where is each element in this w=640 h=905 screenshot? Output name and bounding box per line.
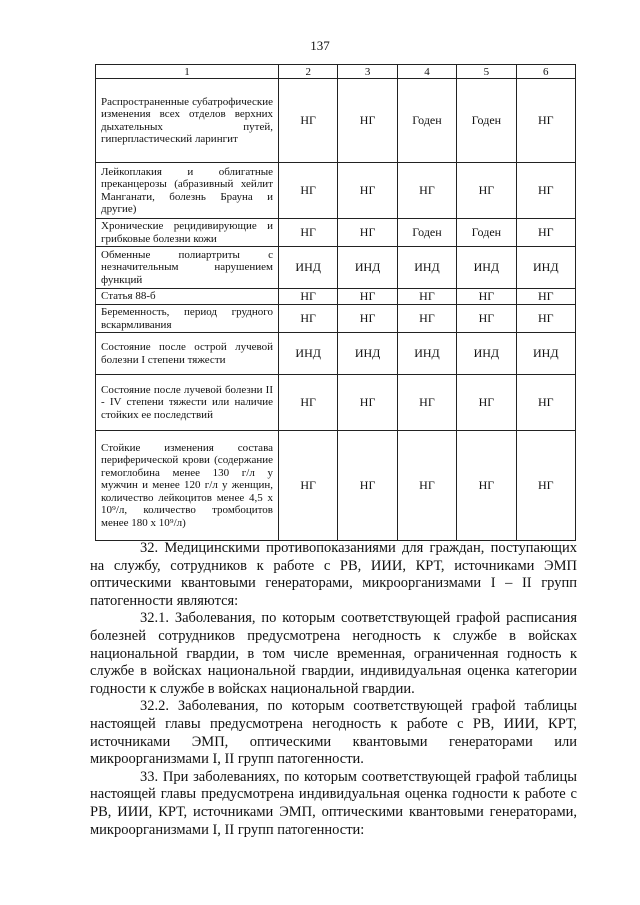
table-cell: НГ (397, 431, 456, 541)
table-cell: ИНД (338, 247, 397, 289)
table-cell: ИНД (279, 247, 338, 289)
condition-name: Статья 88-б (96, 289, 279, 305)
table-row (96, 333, 576, 375)
table-cell: НГ (457, 431, 516, 541)
table-cell: НГ (516, 431, 575, 541)
paragraph-32-2: 32.2. Заболевания, по которым соответствующей графой таблицы настоящей главы предусмотрена негодность к работе с РВ, ИИИ, КРТ, источниками ЭМП, оптическими квантовыми генераторами или микроорганизмами I, II групп патогенности. (90, 698, 577, 768)
column-header: 1 (96, 65, 279, 79)
table-cell: НГ (516, 289, 575, 305)
condition-name: Стойкие изменения состава периферической крови (содержание гемоглобина менее 130 г/л у мужчин и менее 120 г/л у женщин, количество лейкоцитов менее 4,5 х 10⁹/л, количество тромбоцитов менее 180 х 10⁹/л) (96, 431, 279, 541)
table-cell: ИНД (397, 333, 456, 375)
table-cell: ИНД (457, 247, 516, 289)
table-cell: НГ (397, 163, 456, 219)
table-cell: НГ (338, 305, 397, 333)
table-row (96, 375, 576, 431)
table-cell: НГ (516, 375, 575, 431)
paragraph-32: 32. Медицинскими противопоказаниями для граждан, поступающих на службу, сотрудников к работе с РВ, ИИИ, КРТ, источниками ЭМП оптическими квантовыми генераторами, микроорганизмами I – II групп патогенности являются: (90, 540, 577, 609)
table-row (96, 247, 576, 289)
condition-name: Состояние после лучевой болезни II - IV степени тяжести или наличие стойких ее последствий (96, 375, 279, 431)
fitness-table (95, 64, 576, 541)
table-header-row (96, 65, 576, 79)
column-header: 2 (279, 65, 338, 79)
table-cell: НГ (516, 79, 575, 163)
condition-name: Состояние после острой лучевой болезни I степени тяжести (96, 333, 279, 375)
table-cell: НГ (516, 305, 575, 333)
table-cell: НГ (338, 219, 397, 247)
table-cell: НГ (457, 289, 516, 305)
condition-name: Лейкоплакия и облигатные преканцерозы (абразивный хейлит Манганати, болезнь Брауна и другие) (96, 163, 279, 219)
table-cell: НГ (397, 375, 456, 431)
table-cell: НГ (457, 375, 516, 431)
table-cell: НГ (279, 431, 338, 541)
column-header: 5 (457, 65, 516, 79)
table-cell: НГ (516, 163, 575, 219)
table-row (96, 79, 576, 163)
table-cell: НГ (338, 431, 397, 541)
column-header: 6 (516, 65, 575, 79)
table-cell: ИНД (397, 247, 456, 289)
table-cell: НГ (279, 79, 338, 163)
table-cell: НГ (338, 163, 397, 219)
table-cell: НГ (338, 289, 397, 305)
column-header: 3 (338, 65, 397, 79)
condition-name: Обменные полиартриты с незначительным нарушением функций (96, 247, 279, 289)
table-cell: НГ (279, 289, 338, 305)
table-cell: НГ (279, 219, 338, 247)
body-text (90, 540, 577, 839)
table-cell: НГ (457, 163, 516, 219)
table-cell: ИНД (279, 333, 338, 375)
condition-name: Хронические рецидивирующие и грибковые болезни кожи (96, 219, 279, 247)
table-cell: НГ (279, 375, 338, 431)
table-row (96, 305, 576, 333)
table-cell: Годен (397, 219, 456, 247)
table-cell: ИНД (338, 333, 397, 375)
table-cell: Годен (457, 79, 516, 163)
table-cell: ИНД (516, 247, 575, 289)
table-cell: Годен (397, 79, 456, 163)
paragraph-33: 33. При заболеваниях, по которым соответствующей графой таблицы настоящей главы предусмотрена индивидуальная оценка годности к работе с РВ, ИИИ, КРТ, источниками ЭМП, оптическими квантовыми генераторами, микроорганизмами I, II групп патогенности: (90, 768, 577, 838)
table-cell: НГ (338, 79, 397, 163)
condition-name: Распространенные субатрофические изменения всех отделов верхних дыхательных путей, гиперпластический ларингит (96, 79, 279, 163)
table-cell: Годен (457, 219, 516, 247)
column-header: 4 (397, 65, 456, 79)
table-cell: НГ (457, 305, 516, 333)
table-cell: НГ (279, 305, 338, 333)
table-cell: ИНД (457, 333, 516, 375)
condition-name: Беременность, период грудного вскармливания (96, 305, 279, 333)
table-cell: НГ (516, 219, 575, 247)
page-number: 137 (310, 38, 330, 53)
paragraph-32-1: 32.1. Заболевания, по которым соответствующей графой расписания болезней сотрудников предусмотрена негодность к службе в войсках национальной гвардии, в том числе временная, ограниченная годность к службе в войсках национальной гвардии, индивидуальная оценка категории годности к службе в войсках национальной гвардии. (90, 610, 577, 697)
table-row (96, 163, 576, 219)
table-cell: НГ (338, 375, 397, 431)
table-cell: НГ (397, 305, 456, 333)
table-cell: НГ (279, 163, 338, 219)
table-cell: НГ (397, 289, 456, 305)
table-row (96, 289, 576, 305)
table-cell: ИНД (516, 333, 575, 375)
table-row (96, 219, 576, 247)
table-row (96, 431, 576, 541)
